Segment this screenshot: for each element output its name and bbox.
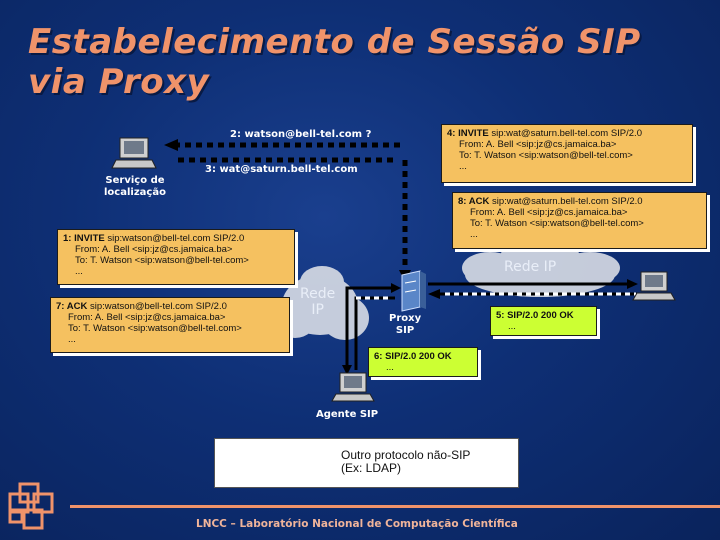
message-7-ack bbox=[50, 297, 290, 353]
m5-num: 5: bbox=[496, 310, 508, 321]
m4-more: ... bbox=[459, 161, 467, 172]
m1-line: sip:watson@bell-tel.com SIP/2.0 bbox=[104, 233, 245, 244]
server-icon-proxy bbox=[402, 271, 426, 311]
proxy-label: Proxy SIP bbox=[389, 313, 422, 336]
arrow-2-label: 2: watson@bell-tel.com ? bbox=[230, 129, 372, 140]
message-8-ack bbox=[452, 192, 707, 249]
m7-method: ACK bbox=[66, 301, 88, 312]
m7-to: To: T. Watson <sip:watson@bell-tel.com> bbox=[68, 323, 242, 334]
m4-line: sip:wat@saturn.bell-tel.com SIP/2.0 bbox=[488, 128, 642, 139]
m5-status: SIP/2.0 200 OK bbox=[507, 310, 574, 321]
arrowhead-2 bbox=[164, 139, 178, 151]
m7-more: ... bbox=[68, 334, 76, 345]
computer-icon-destination bbox=[633, 272, 675, 300]
m1-from: From: A. Bell <sip:jz@cs.jamaica.ba> bbox=[75, 244, 233, 255]
arrow-3-label: 3: wat@saturn.bell-tel.com bbox=[205, 164, 358, 175]
arrowhead-right-5 bbox=[428, 289, 440, 299]
m8-method: ACK bbox=[468, 196, 490, 207]
m4-from: From: A. Bell <sip:jz@cs.jamaica.ba> bbox=[459, 139, 617, 150]
arrowhead-left-1 bbox=[391, 283, 401, 293]
m6-status: SIP/2.0 200 OK bbox=[385, 351, 452, 362]
lncc-logo bbox=[10, 484, 52, 528]
footer-text: LNCC – Laboratório Nacional de Computação Científica bbox=[196, 518, 518, 530]
location-service-label: Serviço de localização bbox=[104, 175, 166, 198]
title-line-1: Estabelecimento de Sessão SIP bbox=[28, 22, 641, 62]
m6-num: 6: bbox=[374, 351, 386, 362]
computer-icon-location-service bbox=[112, 138, 156, 168]
m8-to: To: T. Watson <sip:watson@bell-tel.com> bbox=[470, 218, 644, 229]
legend-text: Outro protocolo não-SIP (Ex: LDAP) bbox=[341, 448, 471, 475]
message-6-ok bbox=[368, 347, 478, 377]
m8-line: sip:wat@saturn.bell-tel.com SIP/2.0 bbox=[489, 196, 643, 207]
message-4-invite bbox=[441, 124, 693, 183]
m4-method: INVITE bbox=[458, 128, 489, 139]
m7-line: sip:watson@bell-tel.com SIP/2.0 bbox=[87, 301, 227, 312]
m1-method: INVITE bbox=[74, 233, 105, 244]
message-5-ok bbox=[490, 306, 597, 336]
computer-icon-agent bbox=[332, 373, 374, 401]
m1-to: To: T. Watson <sip:watson@bell-tel.com> bbox=[75, 255, 249, 266]
m4-to: To: T. Watson <sip:watson@bell-tel.com> bbox=[459, 150, 633, 161]
m1-num: 1: bbox=[63, 233, 75, 244]
agent-label: Agente SIP bbox=[316, 409, 379, 420]
m1-more: ... bbox=[75, 266, 83, 277]
title-line-2: via Proxy bbox=[28, 62, 210, 102]
m7-num: 7: bbox=[56, 301, 67, 312]
m6-more: ... bbox=[386, 362, 394, 373]
m7-from: From: A. Bell <sip:jz@cs.jamaica.ba> bbox=[68, 312, 226, 323]
m4-num: 4: bbox=[447, 128, 459, 139]
message-1-invite bbox=[57, 229, 295, 285]
m8-num: 8: bbox=[458, 196, 469, 207]
legend-box bbox=[214, 438, 519, 488]
footer-divider bbox=[70, 505, 720, 508]
net-right-label: Rede IP bbox=[504, 259, 557, 275]
net-left-label: Rede IP bbox=[300, 286, 336, 318]
arrowhead-right-4 bbox=[627, 279, 638, 289]
m5-more: ... bbox=[508, 321, 516, 332]
m8-from: From: A. Bell <sip:jz@cs.jamaica.ba> bbox=[470, 207, 628, 218]
m8-more: ... bbox=[470, 229, 478, 240]
